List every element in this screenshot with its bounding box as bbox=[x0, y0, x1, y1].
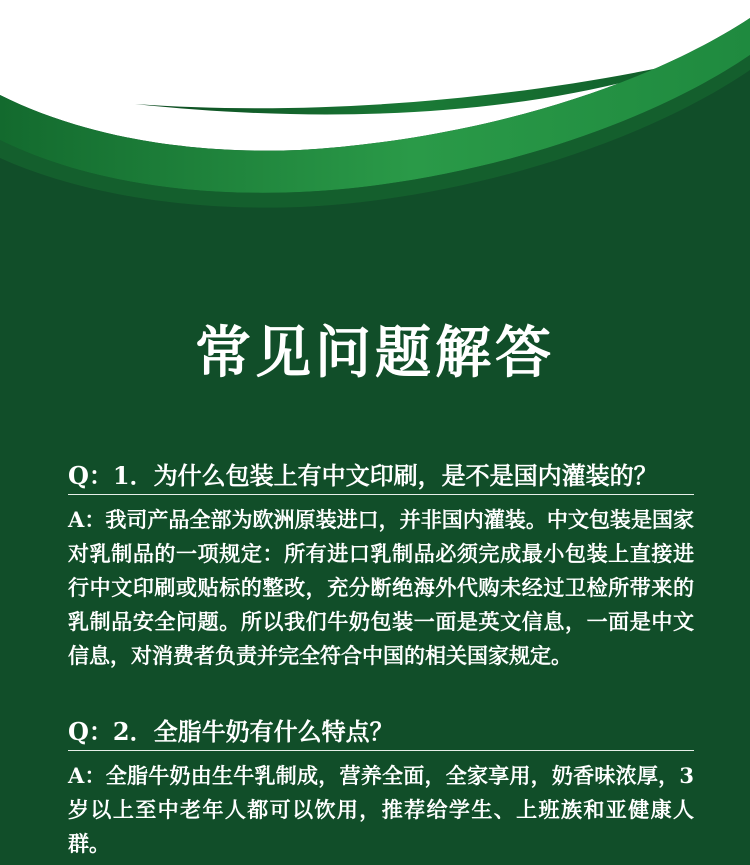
faq-answer-1: A：我司产品全部为欧洲原装进口，并非国内灌装。中文包装是国家对乳制品的一项规定：所有进口乳制品必须完成最小包装上直接进行中文印刷或贴标的整改，充分断绝海外代购未经过卫检所带来的乳制品安全问题。所以我们牛奶包装一面是英文信息，一面是中文信息，对消费者负责并完全符合中国的相关国家规定。 bbox=[68, 507, 694, 668]
faq-item-2 bbox=[68, 716, 694, 861]
faq-question-2: Q：2．全脂牛奶有什么特点？ bbox=[68, 716, 694, 751]
faq-answer-2: A：全脂牛奶由生牛乳制成，营养全面，全家享用，奶香味浓厚，3岁以上至中老年人都可以饮用，推荐给学生、上班族和亚健康人群。 bbox=[68, 763, 694, 856]
faq-item-1 bbox=[68, 460, 694, 673]
faq-question-1: Q：1．为什么包装上有中文印刷，是不是国内灌装的？ bbox=[68, 460, 694, 495]
page-title: 常见问题解答 bbox=[195, 320, 555, 386]
